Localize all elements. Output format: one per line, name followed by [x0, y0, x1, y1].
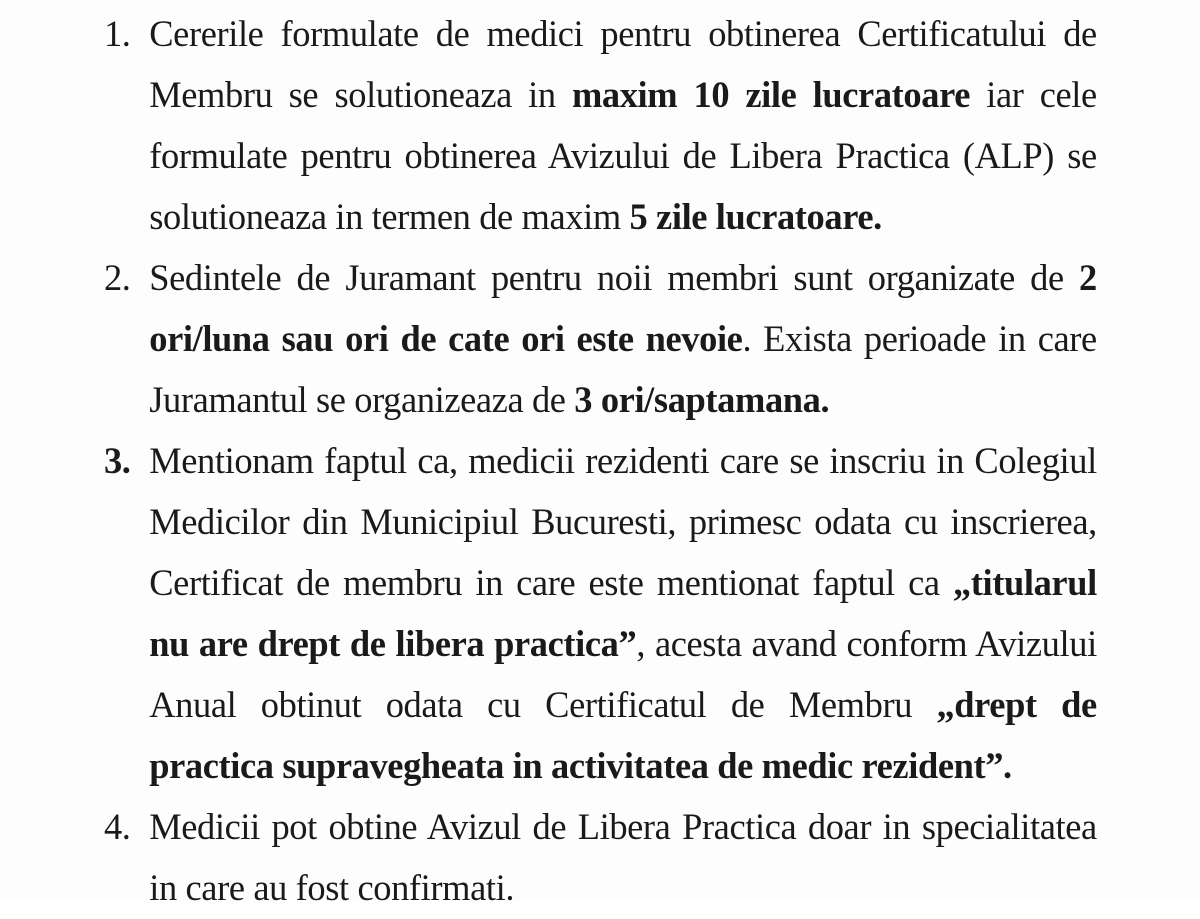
- bold-text-segment: 5 zile lucratoare.: [629, 197, 882, 238]
- bold-text-segment: maxim 10 zile lucratoare: [571, 75, 970, 116]
- text-segment: iar cele formulate pentru obtinerea Avizului de Libera Practica (ALP) se solutioneaza in termen de maxim: [149, 75, 1097, 238]
- text-segment: Sedintele de Juramant pentru noii membri sunt organizate de: [149, 258, 1079, 299]
- list-item-1: [100, 4, 1097, 248]
- list-item-4: [100, 797, 1097, 919]
- text-segment: Medicii pot obtine Avizul de Libera Practica doar in specialitatea in care au fost confirmati.: [149, 807, 1097, 909]
- text-segment: Cererile formulate de medici pentru obtinerea Certificatului de Membru se solutioneaza in: [149, 14, 1097, 116]
- list-number: 4.: [103, 807, 131, 848]
- text-segment: Mentionam faptul ca, medicii rezidenti care se inscriu in Colegiul Medicilor din Municipiul Bucuresti, primesc odata cu inscrierea, Certificat de membru in care este mentionat faptul ca: [149, 441, 1097, 604]
- bold-text-segment: „titularul nu are drept de libera practica”: [149, 563, 1097, 665]
- list-item-2: [100, 248, 1097, 431]
- bold-text-segment: 2 ori/luna sau ori de cate ori este nevoie: [149, 258, 1097, 360]
- list-number: 2.: [103, 258, 131, 299]
- bold-text-segment: 3 ori/saptamana.: [574, 380, 830, 421]
- list-number: 1.: [103, 14, 131, 55]
- numbered-list: [100, 4, 1112, 919]
- list-number: 3.: [103, 441, 131, 482]
- bold-text-segment: „drept de practica supravegheata in activitatea de medic rezident”.: [149, 685, 1097, 787]
- text-segment: . Exista perioade in care Juramantul se organizeaza de: [149, 319, 1097, 421]
- text-segment: , acesta avand conform Avizului Anual obtinut odata cu Certificatul de Membru: [149, 624, 1097, 726]
- list-item-3: [100, 431, 1097, 797]
